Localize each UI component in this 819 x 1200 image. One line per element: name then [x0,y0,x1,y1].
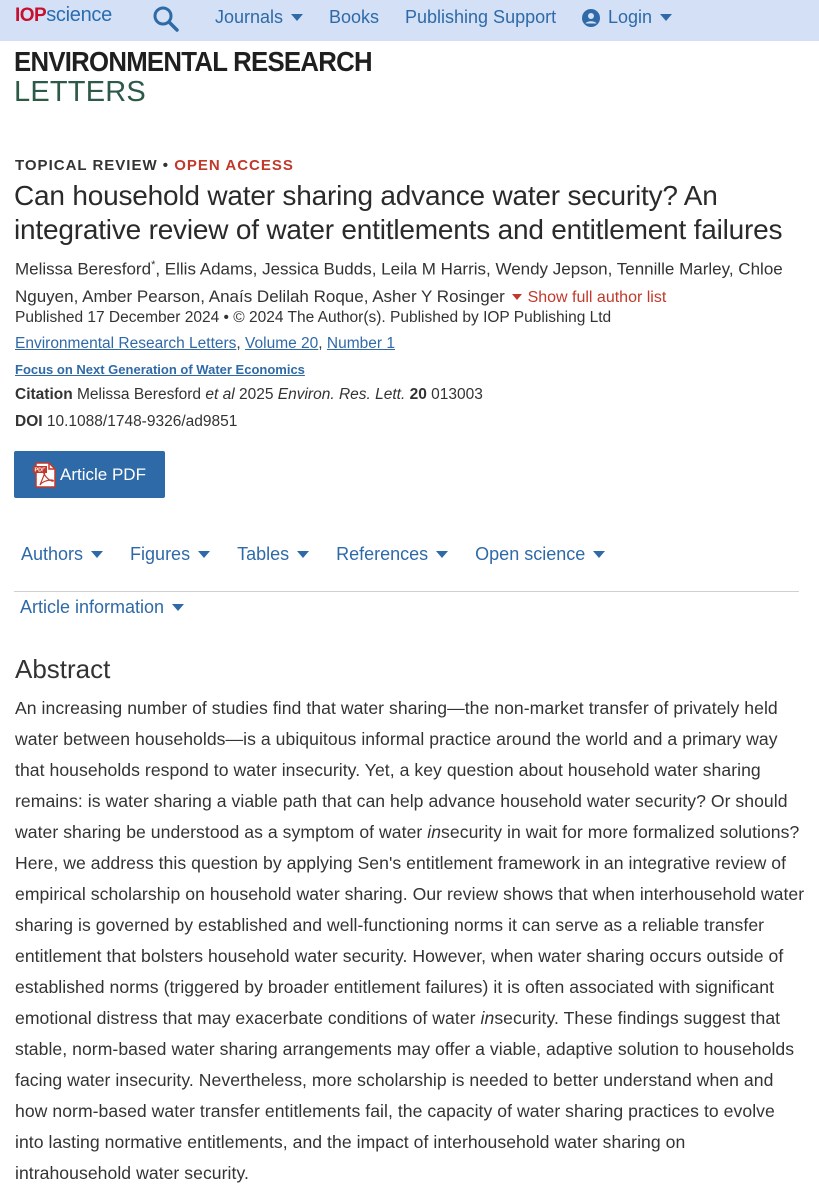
abstract-heading: Abstract [15,654,111,684]
article-pdf-button[interactable] [14,451,165,498]
journal-link[interactable]: Environmental Research Letters [15,335,237,352]
nav-login[interactable] [582,7,672,28]
abstract-emphasis-2: in [480,1008,495,1028]
logo-science-text: science [46,4,112,26]
logo-iop-text: IOP [15,5,47,26]
tab-authors[interactable] [21,544,103,565]
top-nav [0,0,819,41]
tab-authors-label: Authors [21,544,84,564]
chevron-down-icon [91,551,103,558]
chevron-down-icon [172,604,184,611]
article-title: Can household water sharing advance water security? An integrative review of water entitlements and entitlement failures [14,180,783,245]
chevron-down-icon [297,551,309,558]
corresponding-author-mark: * [151,259,156,271]
abstract-part-3: security. These findings suggest that stable, norm-based water sharing arrangements may offer a viable, adaptive solution to households facing water insecurity. Nevertheless, more scholarship is needed to better understand when and how norm-based water transfer entitlements fail, the capacity of water sharing practices to evolve into lasting normative entitlements, and the impact of interhousehold water sharing on intrahousehold water security. [15,1008,795,1183]
tab-tables-label: Tables [237,544,290,564]
citation-volume: 20 [405,386,427,403]
abstract-part-2: security in wait for more formalized solutions? Here, we address this question by applying Sen's entitlement framework in an integrative review of empirical scholarship on household water sharing. Our review shows that when interhousehold water sharing is governed by established and well-functioning norms it can serve as a reliable transfer entitlement that bolsters household water security. However, when water sharing occurs outside of established norms (triggered by broader entitlement failures) it is often associated with significant emotional distress that may exacerbate conditions of water [15,822,805,1028]
tab-open-science[interactable] [475,544,605,565]
tab-open-science-label: Open science [475,544,586,564]
tab-article-information[interactable] [20,597,184,618]
nav-publishing-support-label: Publishing Support [405,7,557,27]
volume-link[interactable]: Volume 20 [245,335,319,352]
article-pdf-label: Article PDF [60,464,146,484]
journal-subname[interactable]: LETTERS [14,76,146,108]
tab-references[interactable] [336,544,448,565]
citation-label: Citation [15,386,73,403]
show-full-author-list[interactable] [510,289,667,306]
nav-journals-label: Journals [215,7,284,27]
published-line: Published 17 December 2024 • © 2024 The Author(s). Published by IOP Publishing Ltd [15,309,612,326]
journal-issue-links: Environmental Research Letters, Volume 20, Number 1 [15,335,395,352]
abstract-emphasis-1: in [427,822,442,842]
chevron-down-icon [198,551,210,558]
pdf-icon [32,461,58,489]
article-type [15,157,294,174]
nav-books-label: Books [329,7,380,27]
tab-figures[interactable] [130,544,210,565]
nav-publishing-support[interactable] [405,7,556,28]
pdf-icon-text: PDF [34,467,46,473]
author-list [15,252,805,311]
user-icon [582,9,600,27]
journal-name[interactable]: ENVIRONMENTAL RESEARCH [14,46,372,77]
citation-year: 2025 [234,386,278,403]
doi-label: DOI [15,413,43,430]
article-tabs-row2 [20,597,211,618]
citation-journal: Environ. Res. Lett. [277,386,406,403]
search-icon[interactable] [152,5,180,33]
issue-number-link[interactable]: Number 1 [326,335,395,352]
tabs-divider [14,591,799,592]
article-type-label: TOPICAL REVIEW [15,157,158,174]
show-full-author-list-label: Show full author list [527,288,667,306]
iopscience-logo[interactable] [15,4,112,34]
nav-journals[interactable] [215,7,303,28]
first-author: Melissa Beresford [15,259,152,279]
citation-authors: Melissa Beresford [72,386,206,403]
doi [15,413,237,431]
article-type-separator: • [157,157,175,174]
chevron-down-icon [660,14,672,21]
citation-article-number: 013003 [426,386,483,403]
chevron-down-icon [593,551,605,558]
abstract-part-1: An increasing number of studies find that water sharing—the non-market transfer of privately held water between households—is a ubiquitous informal practice around the world and a primary way that households respond to water insecurity. Yet, a key question about household water sharing remains: is water sharing a viable path that can help advance household water security? Or should water sharing be understood as a symptom of water [15,698,788,842]
article-tabs [21,544,632,565]
chevron-down-icon [512,294,522,300]
tab-references-label: References [336,544,429,564]
tab-article-information-label: Article information [20,597,165,617]
chevron-down-icon [291,14,303,21]
citation [15,386,483,404]
citation-etal: et al [205,386,235,403]
nav-books[interactable] [329,7,379,28]
tab-tables[interactable] [237,544,309,565]
nav-login-label: Login [608,7,653,27]
focus-collection-link[interactable]: Focus on Next Generation of Water Economics [15,362,305,377]
doi-value: 10.1088/1748-9326/ad9851 [42,413,238,430]
tab-figures-label: Figures [130,544,191,564]
open-access-badge: OPEN ACCESS [174,157,294,174]
other-authors: , Ellis Adams, Jessica Budds, Leila M Harris, Wendy Jepson, Tennille Marley, Chloe Nguyen, Amber Pearson, Anaís Delilah Roque, Asher Y Rosinger [15,259,783,306]
abstract-text [15,693,805,1189]
chevron-down-icon [436,551,448,558]
